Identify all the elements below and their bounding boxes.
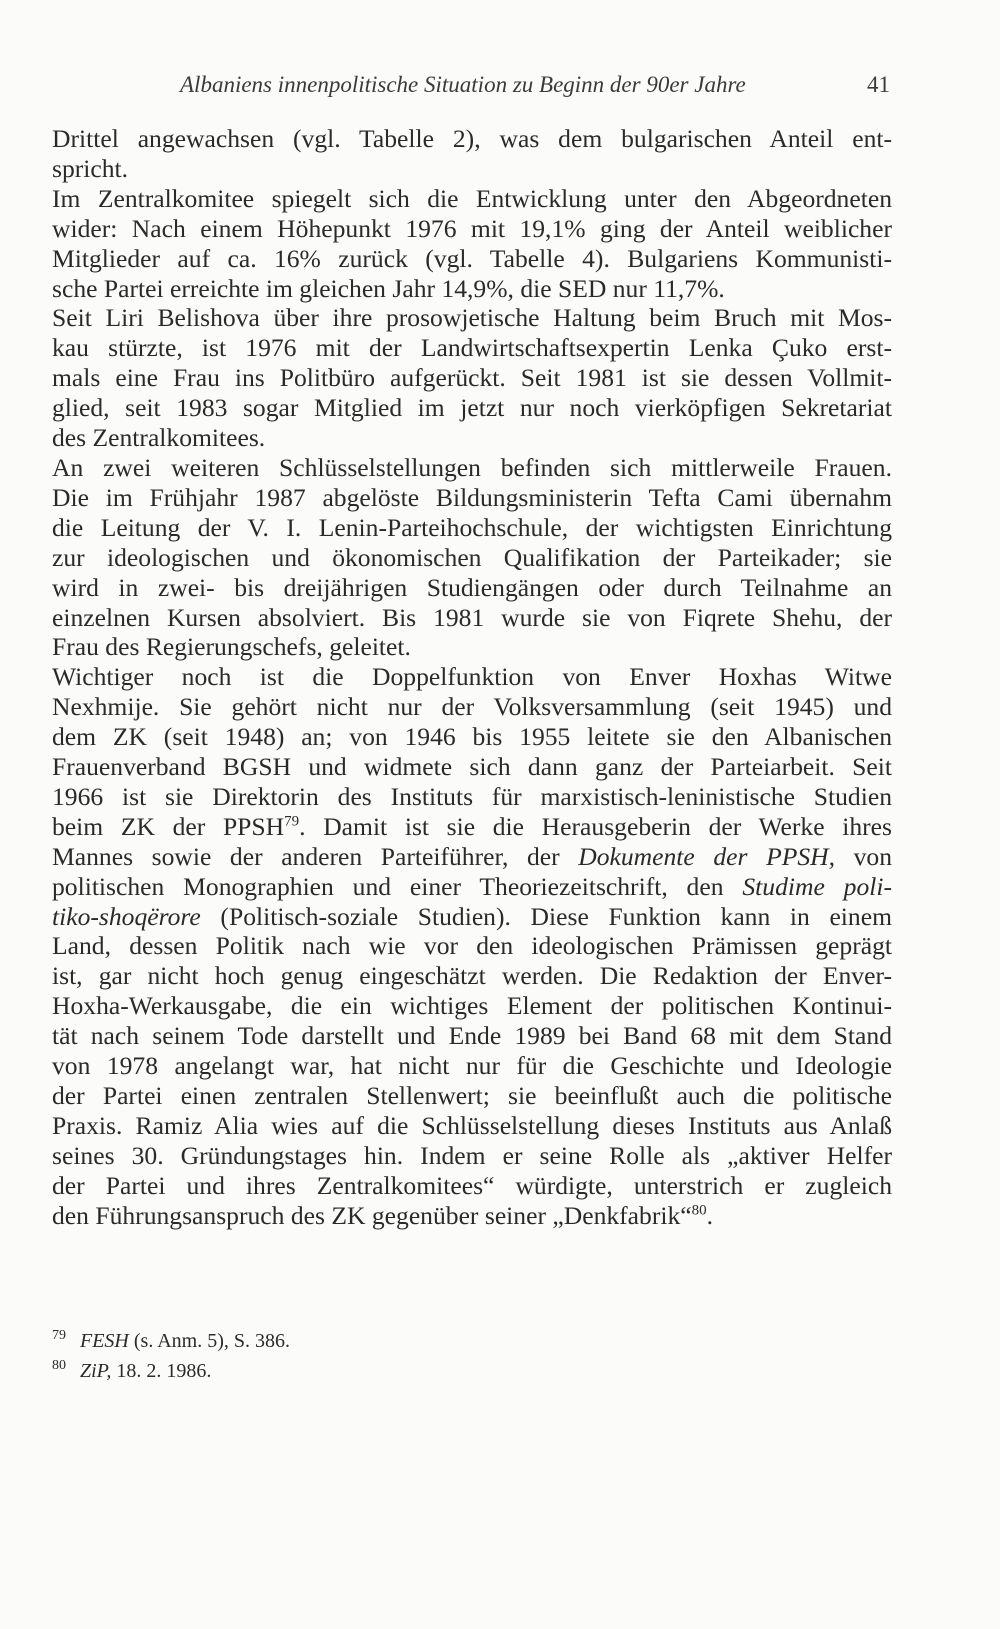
page-header	[52, 72, 890, 108]
text-line: wird in zwei- bis dreijährigen Studiengängen oder durch Teilnahme an	[52, 572, 892, 602]
running-head: Albaniens innenpolitische Situation zu Beginn der 90er Jahre	[180, 72, 746, 97]
text-line: Im Zentralkomitee spiegelt sich die Entwicklung unter den Abgeordneten	[52, 183, 892, 213]
text-line: wider: Nach einem Höhepunkt 1976 mit 19,1% ging der Anteil weiblicher	[52, 213, 892, 243]
text-segment: beim ZK der PPSH	[52, 811, 285, 841]
text-line	[52, 872, 892, 902]
text-line: dem ZK (seit 1948) an; von 1946 bis 1955 leitete sie den Albanischen	[52, 722, 892, 752]
footnote-text: (s. Anm. 5), S. 386.	[128, 1330, 291, 1352]
page-number: 41	[867, 72, 890, 97]
footnote-text: 18. 2. 1986.	[111, 1360, 212, 1382]
text-line: Frau des Regierungschefs, geleitet.	[52, 632, 411, 662]
text-segment: den Führungsanspruch des ZK gegenüber seiner „Denkfabrik“	[52, 1200, 692, 1230]
text-line: An zwei weiteren Schlüsselstellungen befinden sich mittlerweile Frauen.	[52, 452, 892, 482]
text-line: einzelnen Kursen absolviert. Bis 1981 wurde sie von Fiqrete Shehu, der	[52, 602, 892, 632]
text-line: Wichtiger noch ist die Doppelfunktion von Enver Hoxhas Witwe	[52, 662, 892, 692]
footnote-ref-79: 79	[284, 813, 300, 830]
text-line: von 1978 angelangt war, hat nicht nur für die Geschichte und Ideologie	[52, 1051, 892, 1081]
text-line: zur ideologischen und ökonomischen Qualifikation der Parteikader; sie	[52, 542, 892, 572]
footnote-source: ZiP,	[80, 1360, 112, 1382]
italic-title: Dokumente der PPSH,	[578, 841, 836, 871]
italic-title: tiko-shoqërore	[52, 901, 201, 931]
text-line	[52, 812, 892, 842]
text-line	[52, 902, 892, 932]
text-line: Frauenverband BGSH und widmete sich dann ganz der Parteiarbeit. Seit	[52, 752, 892, 782]
text-line: sche Partei erreichte im gleichen Jahr 14,9%, die SED nur 11,7%.	[52, 273, 725, 303]
text-line: des Zentralkomitees.	[52, 423, 266, 453]
text-line: kau stürzte, ist 1976 mit der Landwirtschaftsexpertin Lenka Çuko erst-	[52, 333, 892, 363]
body-text	[52, 124, 892, 1231]
footnote-ref-80: 80	[691, 1202, 707, 1219]
italic-title: Studime poli-	[742, 871, 892, 901]
footnote-source: FESH	[80, 1330, 129, 1352]
text-line: glied, seit 1983 sogar Mitglied im jetzt nur noch vierköpfigen Sekretariat	[52, 393, 892, 423]
text-line: tät nach seinem Tode darstellt und Ende 1989 bei Band 68 mit dem Stand	[52, 1021, 892, 1051]
text-line: Seit Liri Belishova über ihre prosowjetische Haltung beim Bruch mit Mos-	[52, 303, 892, 333]
text-segment: politischen Monographien und einer Theoriezeitschrift, den	[52, 871, 743, 901]
footnotes	[52, 1326, 652, 1386]
text-line: mals eine Frau ins Politbüro aufgerückt. Seit 1981 ist sie dessen Vollmit-	[52, 363, 892, 393]
text-segment: von	[835, 841, 893, 871]
text-line: Mitglieder auf ca. 16% zurück (vgl. Tabelle 4). Bulgariens Kommunisti-	[52, 243, 892, 273]
text-line: spricht.	[52, 153, 129, 183]
text-line: Nexhmije. Sie gehört nicht nur der Volksversammlung (seit 1945) und	[52, 692, 892, 722]
text-line: Drittel angewachsen (vgl. Tabelle 2), was dem bulgarischen Anteil ent-	[52, 124, 892, 153]
text-segment: (Politisch-soziale Studien). Diese Funktion kann in einem	[200, 901, 892, 931]
text-line: 1966 ist sie Direktorin des Instituts für marxistisch-leninistische Studien	[52, 781, 892, 811]
footnote-79: 79 FESH (s. Anm. 5), S. 386.	[52, 1328, 291, 1352]
text-line: ist, gar nicht hoch genug eingeschätzt werden. Die Redaktion der Enver-	[52, 961, 892, 991]
text-segment: .	[706, 1200, 714, 1230]
footnote-80: 80 ZiP, 18. 2. 1986.	[52, 1358, 212, 1382]
text-line	[52, 842, 892, 872]
text-line: Land, dessen Politik nach wie vor den ideologischen Prämissen geprägt	[52, 931, 892, 961]
text-line: Die im Frühjahr 1987 abgelöste Bildungsministerin Tefta Cami übernahm	[52, 482, 892, 512]
text-line: der Partei einen zentralen Stellenwert; sie beeinflußt auch die politische	[52, 1081, 892, 1110]
text-line: seines 30. Gründungstages hin. Indem er seine Rolle als „aktiver Helfer	[52, 1140, 892, 1170]
text-line	[52, 1201, 892, 1231]
text-line: der Partei und ihres Zentralkomitees“ würdigte, unterstrich er zugleich	[52, 1170, 892, 1200]
text-line: die Leitung der V. I. Lenin-Parteihochschule, der wichtigsten Einrichtung	[52, 512, 892, 542]
text-segment: Mannes sowie der anderen Parteiführer, der	[52, 841, 579, 871]
text-segment: . Damit ist sie die Herausgeberin der Werke ihres	[299, 811, 892, 841]
text-line: Hoxha-Werkausgabe, die ein wichtiges Element der politischen Kontinui-	[52, 991, 892, 1021]
text-line: Praxis. Ramiz Alia wies auf die Schlüsselstellung dieses Instituts aus Anlaß	[52, 1110, 892, 1140]
